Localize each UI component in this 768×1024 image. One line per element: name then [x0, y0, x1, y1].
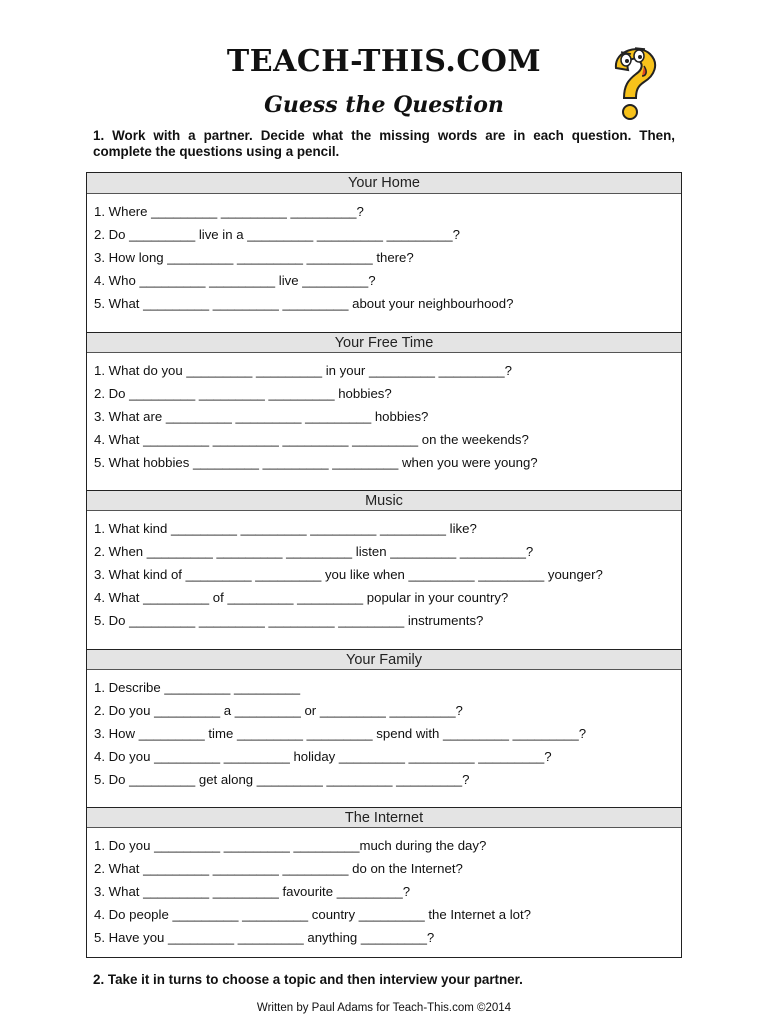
section-title: The Internet — [87, 807, 681, 828]
question-item: 1. Where _________ _________ _________? — [94, 204, 364, 219]
question-item: 3. How long _________ _________ _________ there? — [94, 250, 414, 265]
question-item: 3. How _________ time _________ _________ spend with _________ _________? — [94, 726, 587, 741]
section-your-home — [87, 173, 681, 331]
instruction-step-2: 2. Take it in turns to choose a topic and then interview your partner. — [93, 972, 523, 987]
question-item: 4. What _________ of _________ _________ popular in your country? — [94, 590, 509, 605]
question-item: 1. What kind _________ _________ _________ _________ like? — [94, 521, 477, 536]
question-item: 1. Do you _________ _________ _________much during the day? — [94, 838, 487, 853]
instruction-step-1: 1. Work with a partner. Decide what the missing words are in each question. Then, complete the questions using a pencil. — [93, 128, 675, 159]
question-item: 4. Do people _________ _________ country _________ the Internet a lot? — [94, 907, 532, 922]
page-title: Guess the Question — [264, 92, 504, 118]
question-item: 3. What _________ _________ favourite _________? — [94, 884, 411, 899]
question-item: 2. When _________ _________ _________ listen _________ _________? — [94, 544, 534, 559]
question-item: 3. What are _________ _________ _________ hobbies? — [94, 409, 429, 424]
question-mark-mascot-icon — [604, 42, 668, 124]
question-item: 2. Do _________ _________ _________ hobbies? — [94, 386, 392, 401]
section-the-internet — [87, 807, 681, 965]
brand-title: TEACH-THIS.COM — [226, 44, 542, 79]
section-music — [87, 490, 681, 648]
question-item: 5. What _________ _________ _________ about your neighbourhood? — [94, 296, 514, 311]
footer-credit: Written by Paul Adams for Teach-This.com ©2014 — [256, 1002, 512, 1014]
question-item: 1. Describe _________ _________ — [94, 680, 301, 695]
question-item: 2. Do _________ live in a _________ _________ _________? — [94, 227, 460, 242]
section-your-family — [87, 649, 681, 807]
question-item: 4. Do you _________ _________ holiday _________ _________ _________? — [94, 749, 552, 764]
question-item: 4. What _________ _________ _________ _________ on the weekends? — [94, 432, 529, 447]
question-item: 5. Do _________ get along _________ _________ _________? — [94, 772, 470, 787]
question-item: 5. Have you _________ _________ anything _________? — [94, 930, 435, 945]
question-item: 3. What kind of _________ _________ you like when _________ _________ younger? — [94, 567, 603, 582]
section-title: Music — [87, 490, 681, 511]
question-item: 2. What _________ _________ _________ do on the Internet? — [94, 861, 463, 876]
section-title: Your Free Time — [87, 332, 681, 353]
question-item: 5. Do _________ _________ _________ _________ instruments? — [94, 613, 484, 628]
section-your-free-time — [87, 332, 681, 490]
section-title: Your Family — [87, 649, 681, 670]
question-item: 2. Do you _________ a _________ or _________ _________? — [94, 703, 463, 718]
question-item: 5. What hobbies _________ _________ _________ when you were young? — [94, 455, 538, 470]
question-item: 4. Who _________ _________ live _________? — [94, 273, 376, 288]
question-sections — [86, 172, 682, 958]
section-title: Your Home — [87, 173, 681, 194]
question-item: 1. What do you _________ _________ in your _________ _________? — [94, 363, 512, 378]
